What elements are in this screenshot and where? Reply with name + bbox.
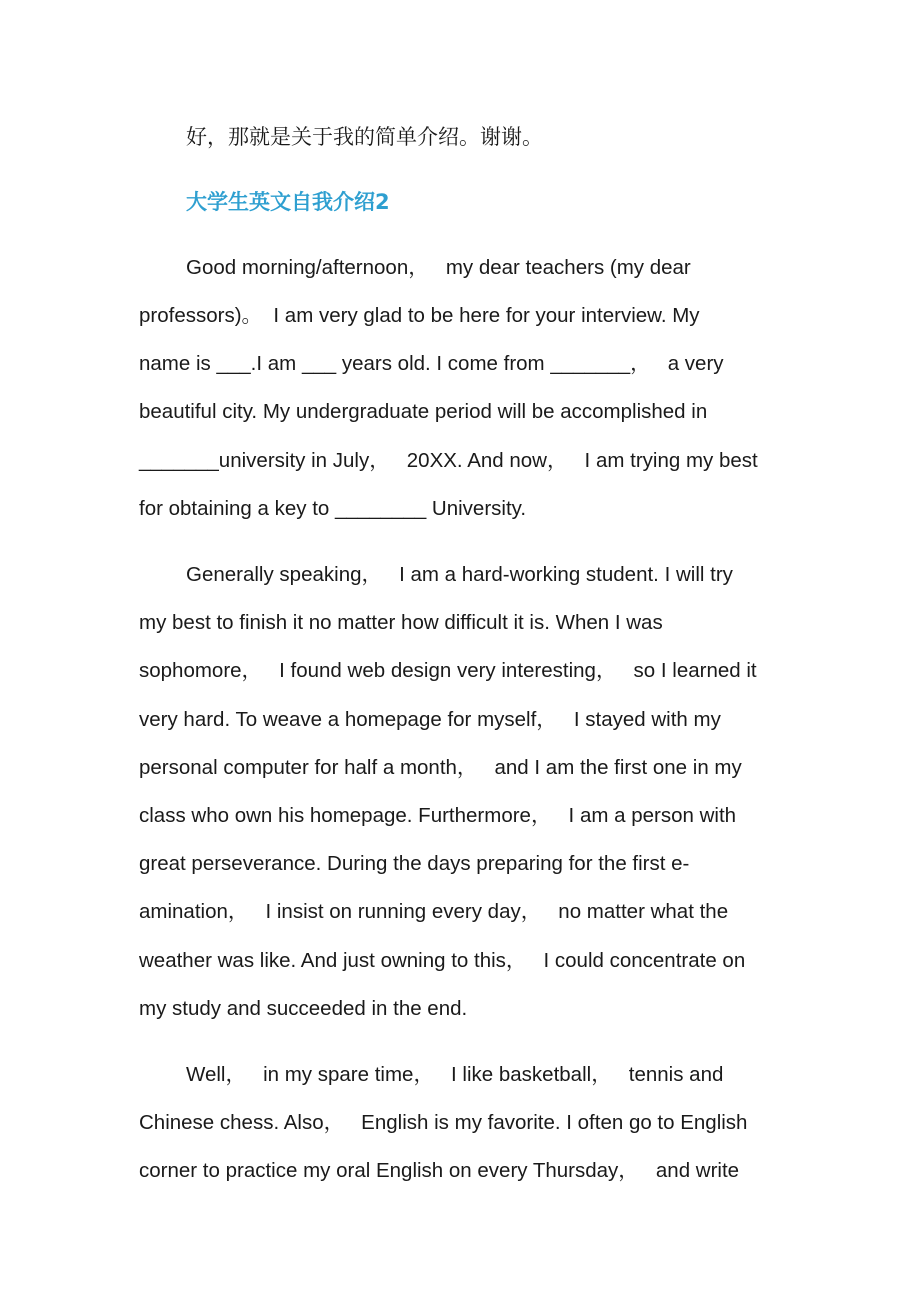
paragraph-3-line-3: corner to practice my oral English on every Thursday， and write bbox=[139, 1159, 740, 1182]
paragraph-2-line-2: my best to finish it no matter how difficult it is. When I was bbox=[139, 611, 663, 634]
closing-line: 好，那就是关于我的简单介绍。谢谢。 bbox=[186, 125, 543, 149]
paragraph-2-line-3: sophomore， I found web design very interesting， so I learned it bbox=[139, 659, 757, 682]
paragraph-1-line-5: _______university in July， 20XX. And now， I am trying my best bbox=[139, 449, 758, 472]
paragraph-2-line-4: very hard. To weave a homepage for myself， I stayed with my bbox=[139, 708, 721, 731]
paragraph-3-line-1: Well， in my spare time， I like basketball， tennis and bbox=[186, 1063, 724, 1086]
paragraph-1-line-4: beautiful city. My undergraduate period will be accomplished in bbox=[139, 400, 708, 423]
paragraph-3-line-2: Chinese chess. Also， English is my favorite. I often go to English bbox=[139, 1111, 748, 1134]
paragraph-2-line-9: weather was like. And just owning to this， I could concentrate on bbox=[139, 949, 746, 972]
paragraph-2-line-5: personal computer for half a month， and I am the first one in my bbox=[139, 756, 742, 779]
paragraph-2-line-7: great perseverance. During the days preparing for the first e- bbox=[139, 852, 690, 875]
paragraph-1-line-2: professors)。 I am very glad to be here for your interview. My bbox=[139, 304, 700, 327]
section-heading: 大学生英文自我介绍2 bbox=[186, 190, 390, 214]
paragraph-2-line-8: amination， I insist on running every day， no matter what the bbox=[139, 900, 729, 923]
paragraph-1-line-1: Good morning/afternoon， my dear teachers (my dear bbox=[186, 256, 691, 279]
paragraph-2-line-1: Generally speaking， I am a hard-working student. I will try bbox=[186, 563, 733, 586]
paragraph-1-line-6: for obtaining a key to ________ University. bbox=[139, 497, 527, 520]
paragraph-2-line-6: class who own his homepage. Furthermore， I am a person with bbox=[139, 804, 737, 827]
paragraph-2-line-10: my study and succeeded in the end. bbox=[139, 997, 468, 1020]
paragraph-1-line-3: name is ___.I am ___ years old. I come from _______， a very bbox=[139, 352, 724, 375]
